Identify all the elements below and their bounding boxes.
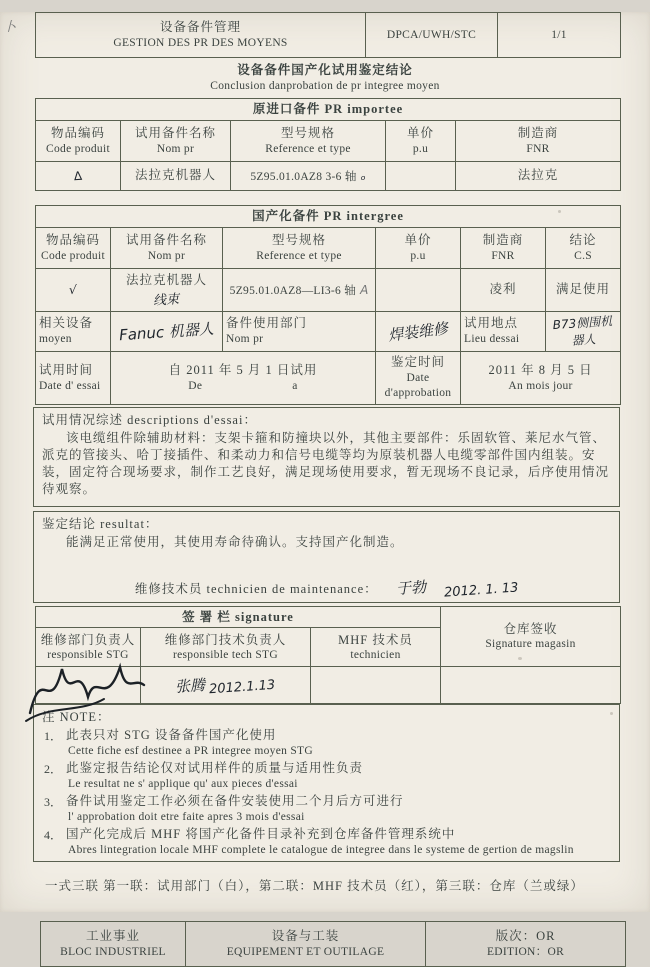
imported-ref-value: 5Z95.01.0AZ8 3-6 轴 [250,170,357,183]
dept-title-cell [36,13,366,58]
warehouse-label-fr: Signature magasin [485,638,576,651]
mhf-tech-cn: MHF 技术员 [338,632,413,647]
note-item-3 [44,793,611,825]
col-price-cn: 单价 [406,125,434,140]
doc-title [0,62,650,94]
site-label-fr: Lieu dessai [464,333,520,346]
col-maker-fr: FNR [491,249,515,262]
resp-tech-stg-header [141,628,311,667]
signature-caption: 签 署 栏 signature [36,606,441,628]
notes-box [33,704,620,862]
resp-stg-header [36,628,141,667]
trial-label-cn: 试用时间 [39,362,94,377]
col-header-ref [231,120,386,161]
resp-tech-stg-cn: 维修部门技术负责人 [164,632,287,647]
imported-caption: 原进口备件 PR importee [36,98,621,120]
handwritten-mark: ₒ [360,168,366,183]
col-header-name [121,120,231,161]
note-number: 1． [44,729,63,744]
footer-edition-cell [426,922,626,967]
resp-tech-stg-signature-cell [141,667,311,704]
trial-value-cell [111,351,376,404]
handwritten-site-value: B73侧围机器人 [552,313,613,348]
imported-ref-cell [231,161,386,190]
note-item-2 [44,760,611,792]
handwritten-dept-value: 焊装维修 [387,318,449,345]
resultat-box [33,511,620,603]
localized-conclusion-cell: 满足使用 [546,268,621,311]
dept-value-cell [376,311,461,351]
resp-stg-signature-cell [36,667,141,704]
col-price-cn: 单价 [404,232,432,247]
note-item-4 [44,826,611,858]
col-ref-cn: 型号规格 [280,125,335,140]
localized-header-row [36,227,621,268]
warehouse-signature-cell [441,667,621,704]
approval-value-cell [461,351,621,404]
col-header-maker [456,120,621,161]
col-header-ref [223,227,376,268]
doc-title-fr: Conclusion danprobation de pr integree moyen [210,79,440,92]
note-number: 4． [44,827,63,842]
col-ref-fr: Reference et type [265,142,351,155]
col-code-fr: Code produit [41,249,105,262]
resultat-label: 鉴定结论 resultat： [42,516,159,531]
tech-stg-sign-date: 2012.1.13 [208,677,277,698]
footer-bloc-cn: 工业事业 [85,929,140,944]
related-label-cell [36,311,111,351]
col-concl-cn: 结论 [569,232,597,247]
warehouse-label-cn: 仓库签收 [503,621,558,636]
note-item-1 [44,727,611,759]
localized-name-cell [111,268,223,311]
localized-parts-table [35,205,621,405]
description-label: 试用情况综述 descriptions d'essai： [42,412,257,427]
site-label-cell [461,311,546,351]
approval-value-cn: 2011 年 8 月 5 日 [488,362,593,377]
distribution-note: 一式三联 第一联：试用部门（白），第二联：MHF 技术员（红），第三联：仓库（兰或绿） [45,879,584,894]
handwritten-name-suffix: 线束 [153,291,181,309]
imported-name-cell: 法拉克机器人 [121,161,231,190]
approval-label-fr1: Date [406,372,430,385]
note-cn: 备件试用鉴定工作必须在备件安装使用二个月后方可进行 [66,793,404,808]
note-cn: 国产化完成后 MHF 将国产化备件目录补充到仓库备件管理系统中 [66,826,456,841]
resp-tech-stg-fr: responsible tech STG [172,649,278,662]
handwritten-related-value: Fanuc 机器人 [118,319,215,344]
col-ref-fr: Reference et type [256,249,342,262]
scan-speck [558,210,561,213]
dept-label-cn: 备件使用部门 [226,316,308,331]
col-concl-fr: C.S [574,249,592,262]
header-table [35,12,621,58]
note-cn: 此表只对 STG 设备备件国产化使用 [66,728,277,743]
localized-ref-value: 5Z95.01.0AZ8—LI3-6 轴 [229,284,357,297]
col-name-cn: 试用备件名称 [134,125,216,140]
col-maker-fr: FNR [526,142,550,155]
page-number: 1/1 [498,13,621,58]
related-label-cn: 相关设备 [39,316,94,331]
handwritten-mark: √ [68,282,78,297]
imported-parts-table [35,98,621,191]
trial-fr-de: De [188,379,203,392]
doc-title-cn: 设备备件国产化试用鉴定结论 [237,63,413,77]
scanned-form-page [0,12,650,959]
technician-label: 维修技术员 technicien de maintenance： [134,582,378,597]
note-cn: 此鉴定报告结论仅对试用样件的质量与适用性负责 [66,761,364,776]
imported-code-cell [36,161,121,190]
warehouse-receipt-header [441,606,621,667]
imported-data-row [36,161,621,190]
related-value-cell [111,311,223,351]
col-code-cn: 物品编码 [50,125,105,140]
note-fr: Abres lintegration locale MHF complete le catalogue de integree dans le systeme de gertion de magslin [68,843,574,856]
footer-edition-fr: EDITION：OR [486,946,565,959]
col-header-name [111,227,223,268]
col-maker-cn: 制造商 [517,125,559,140]
footer-equipment-fr: EQUIPEMENT ET OUTILAGE [226,946,385,959]
footer-equipment-cell [186,922,426,967]
localized-name-printed: 法拉克机器人 [125,272,207,287]
mhf-technician-signature-cell [311,667,441,704]
note-number: 3． [44,794,63,809]
resp-stg-fr: responsible STG [47,649,129,662]
resultat-body: 能满足正常使用，其使用寿命待确认。支持国产化制造。 [66,535,404,550]
trial-label-fr: Date d' essai [39,379,101,392]
note-fr: Cette fiche esf destinee a PR integree moyen STG [68,745,313,758]
trial-label-cell [36,351,111,404]
description-body: 该电缆组件除辅助材料：支架卡箍和防撞块以外，其他主要部件：乐固软管、莱尼水气管、派克的管接头、哈丁接插件、和柔动力和信号电缆等均为原装机器人电缆零部件国内组装。安装，固定符合现场要求，制作工艺良好，满足现场使用要求，暂无现场不良记录，后序使用情况待观察。 [42,431,610,497]
trial-value-cn: 自 2011 年 5 月 1 日试用 [168,362,318,377]
localized-data-row [36,268,621,311]
technician-sign-date: 2012. 1. 13 [443,580,519,601]
resp-stg-cn: 维修部门负责人 [40,632,136,647]
localized-caption: 国产化备件 PR intergree [36,205,621,227]
col-header-maker [461,227,546,268]
signature-value-row [36,667,621,704]
doc-code: DPCA/UWH/STC [366,13,498,58]
localized-code-cell [36,268,111,311]
imported-maker-cell: 法拉克 [456,161,621,190]
approval-value-fr: An mois jour [508,379,573,392]
dept-label-fr: Nom pr [226,333,264,346]
col-header-conclusion [546,227,621,268]
tech-stg-signature: 张腾 [174,675,207,696]
approval-label-cell [376,351,461,404]
footer-table [40,921,626,967]
col-header-price [386,120,456,161]
col-header-code [36,227,111,268]
col-name-fr: Nom pr [147,249,186,262]
col-price-fr: p.u [410,249,426,262]
scan-speck [518,657,522,660]
handwritten-mark: A [360,282,369,297]
dept-title-fr: GESTION DES PR DES MOYENS [113,36,288,49]
localized-maker-cell: 凌利 [461,268,546,311]
scan-corner-mark: 卜 [3,20,17,35]
mhf-technician-header [311,628,441,667]
col-code-cn: 物品编码 [45,232,100,247]
site-label-cn: 试用地点 [464,316,519,331]
signature-table [35,606,621,705]
note-fr: Le resultat ne s' applique qu' aux pieces d'essai [68,778,298,790]
related-equipment-row [36,311,621,351]
notes-label: 注 NOTE： [42,710,111,725]
note-number: 2． [44,762,63,777]
trial-date-row [36,351,621,404]
dept-label-cell [223,311,376,351]
footer-bloc-fr: BLOC INDUSTRIEL [60,946,166,959]
col-name-cn: 试用备件名称 [125,232,207,247]
site-value-cell [546,311,621,351]
localized-ref-cell [223,268,376,311]
col-maker-cn: 制造商 [482,232,524,247]
dept-title-cn: 设备备件管理 [159,20,241,35]
approval-label-cn: 鉴定时间 [390,355,445,370]
footer-edition-cn: 版次：OR [495,929,556,944]
trial-description-box [33,407,620,507]
imported-price-cell [386,161,456,190]
imported-header-row [36,120,621,161]
col-ref-cn: 型号规格 [271,232,326,247]
footer-equipment-cn: 设备与工装 [271,929,340,944]
footer-bloc-cell [41,922,186,967]
col-header-price [376,227,461,268]
localized-price-cell [376,268,461,311]
note-fr: l' approbation doit etre faite apres 3 mois d'essai [68,810,305,823]
col-price-fr: p.u [412,142,429,155]
scan-speck [610,712,613,715]
handwritten-mark: ∆ [73,168,83,183]
col-code-fr: Code produit [46,142,110,155]
col-header-code [36,120,121,161]
technician-signature: 于勃 [395,578,427,599]
trial-fr-a: a [292,379,298,392]
trial-value-fr [114,379,372,394]
approval-label-fr2: d'approbation [384,387,452,399]
maintenance-technician-line [42,577,611,601]
related-label-fr: moyen [39,333,72,346]
col-name-fr: Nom pr [156,142,195,155]
mhf-tech-fr: technicien [350,649,401,662]
